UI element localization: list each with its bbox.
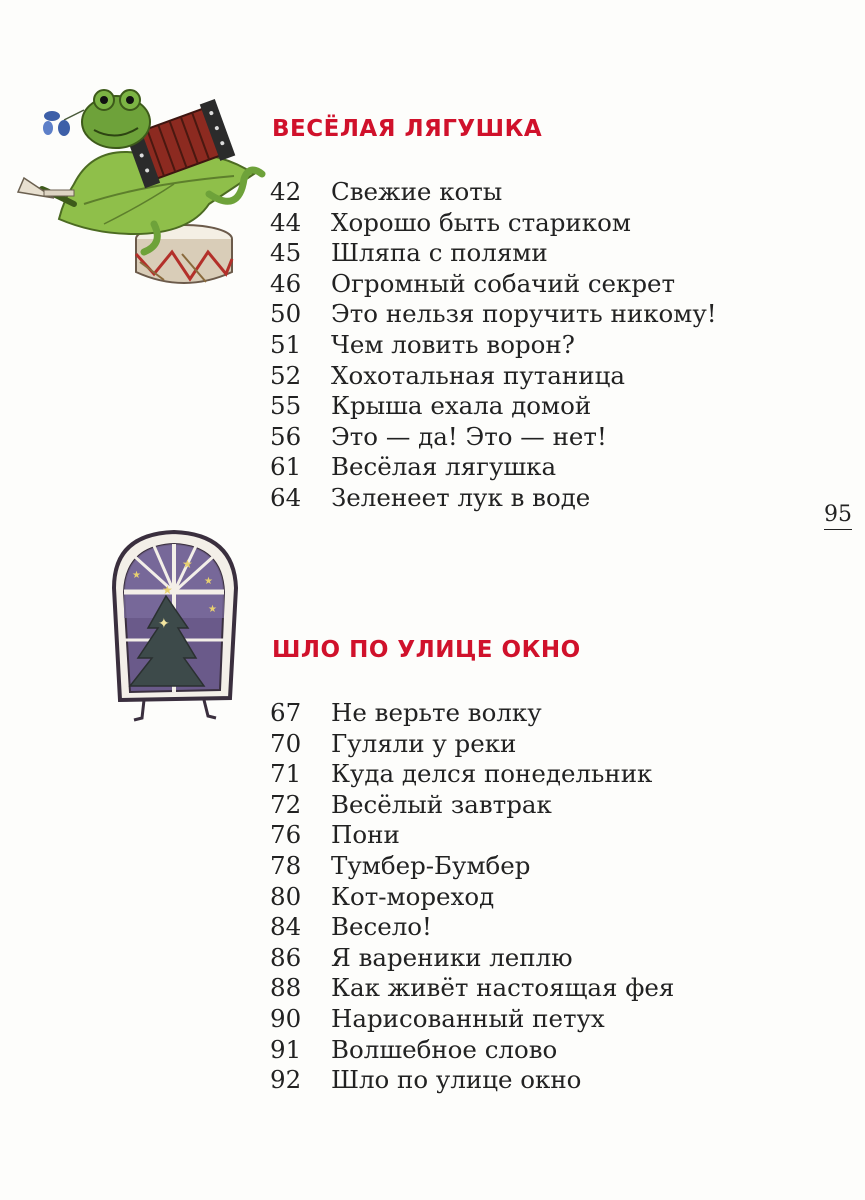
toc-page-number: 55 [270, 391, 302, 421]
toc-item[interactable] [270, 698, 674, 729]
toc-page-number: 76 [270, 820, 302, 850]
toc-page-number: 42 [270, 177, 302, 206]
toc-list-section-2 [270, 698, 674, 1096]
toc-item[interactable] [270, 361, 717, 392]
toc-page-number: 84 [270, 912, 302, 942]
toc-entry-title: Как живёт настоящая фея [331, 973, 675, 1003]
toc-item[interactable] [270, 820, 674, 851]
toc-item[interactable] [270, 177, 717, 208]
toc-page-number: 92 [270, 1065, 302, 1095]
toc-entry-title: Весёлая лягушка [331, 452, 557, 482]
toc-item[interactable] [270, 330, 717, 361]
toc-item[interactable] [270, 1035, 674, 1066]
toc-entry-title: Тумбер-Бумбер [331, 850, 531, 880]
toc-entry-title: Крыша ехала домой [331, 391, 592, 421]
toc-page-number: 61 [270, 452, 302, 482]
toc-entry-title: Это — да! Это — нет! [331, 421, 607, 451]
toc-page-number: 56 [270, 421, 302, 451]
svg-text:★: ★ [208, 604, 217, 615]
toc-entry-title: Я вареники леплю [331, 942, 573, 972]
toc-entry-title: Хорошо быть стариком [331, 207, 631, 237]
toc-page-number: 50 [270, 299, 302, 329]
toc-entry-title: Это нельзя поручить никому! [331, 299, 717, 329]
toc-page-number: 52 [270, 360, 302, 390]
svg-text:★: ★ [204, 576, 213, 587]
toc-entry-title: Волшебное слово [331, 1034, 558, 1064]
toc-item[interactable] [270, 1004, 674, 1035]
toc-item[interactable] [270, 729, 674, 760]
toc-page-number: 70 [270, 728, 302, 758]
toc-entry-title: Куда делся понедельник [331, 759, 653, 789]
toc-page-number: 78 [270, 850, 302, 880]
toc-item[interactable] [270, 483, 717, 514]
section-title-vesyolaya-lyagushka: ВЕСЁЛАЯ ЛЯГУШКА [272, 116, 543, 142]
toc-page-number: 80 [270, 881, 302, 911]
toc-item[interactable] [270, 269, 717, 300]
toc-page-number: 46 [270, 268, 302, 298]
toc-entry-title: Гуляли у реки [331, 728, 517, 758]
toc-item[interactable] [270, 943, 674, 974]
svg-text:★: ★ [132, 570, 141, 581]
toc-page-number: 72 [270, 789, 302, 819]
section-title-shlo-po-ulitse-okno: ШЛО ПО УЛИЦЕ ОКНО [272, 637, 581, 663]
toc-page-number: 88 [270, 973, 302, 1003]
toc-item[interactable] [270, 238, 717, 269]
page-number: 95 [824, 502, 852, 530]
toc-page-number: 71 [270, 759, 302, 789]
toc-page-number: 44 [270, 207, 302, 237]
svg-text:★: ★ [162, 583, 173, 597]
toc-item[interactable] [270, 299, 717, 330]
toc-item[interactable] [270, 391, 717, 422]
toc-item[interactable] [270, 973, 674, 1004]
toc-entry-title: Не верьте волку [331, 698, 542, 727]
toc-page-number: 67 [270, 698, 302, 727]
toc-entry-title: Свежие коты [331, 177, 503, 206]
toc-page-number: 64 [270, 482, 302, 512]
toc-item[interactable] [270, 912, 674, 943]
toc-item[interactable] [270, 851, 674, 882]
toc-page-number: 45 [270, 238, 302, 268]
toc-page-number: 90 [270, 1003, 302, 1033]
toc-list-section-1 [270, 177, 717, 514]
toc-page-number: 51 [270, 329, 302, 359]
svg-text:✦: ✦ [158, 616, 170, 632]
toc-item[interactable] [270, 759, 674, 790]
toc-page-number: 91 [270, 1034, 302, 1064]
toc-entry-title: Нарисованный петух [331, 1003, 605, 1033]
toc-entry-title: Шло по улице окно [331, 1065, 582, 1095]
walking-window-icon [104, 528, 244, 724]
toc-entry-title: Чем ловить ворон? [331, 329, 575, 359]
toc-item[interactable] [270, 208, 717, 239]
toc-item[interactable] [270, 422, 717, 453]
toc-entry-title: Шляпа с полями [331, 238, 548, 268]
toc-entry-title: Огромный собачий секрет [331, 268, 676, 298]
svg-text:★: ★ [182, 557, 193, 571]
toc-entry-title: Зеленеет лук в воде [331, 482, 591, 512]
toc-entry-title: Кот-мореход [331, 881, 495, 911]
frog-accordion-icon [14, 84, 274, 294]
toc-entry-title: Пони [331, 820, 400, 850]
toc-entry-title: Весёлый завтрак [331, 789, 552, 819]
toc-item[interactable] [270, 882, 674, 913]
toc-item[interactable] [270, 790, 674, 821]
toc-item[interactable] [270, 452, 717, 483]
toc-entry-title: Хохотальная путаница [331, 360, 625, 390]
toc-item[interactable] [270, 1065, 674, 1096]
toc-entry-title: Весело! [331, 912, 432, 942]
toc-page-number: 86 [270, 942, 302, 972]
